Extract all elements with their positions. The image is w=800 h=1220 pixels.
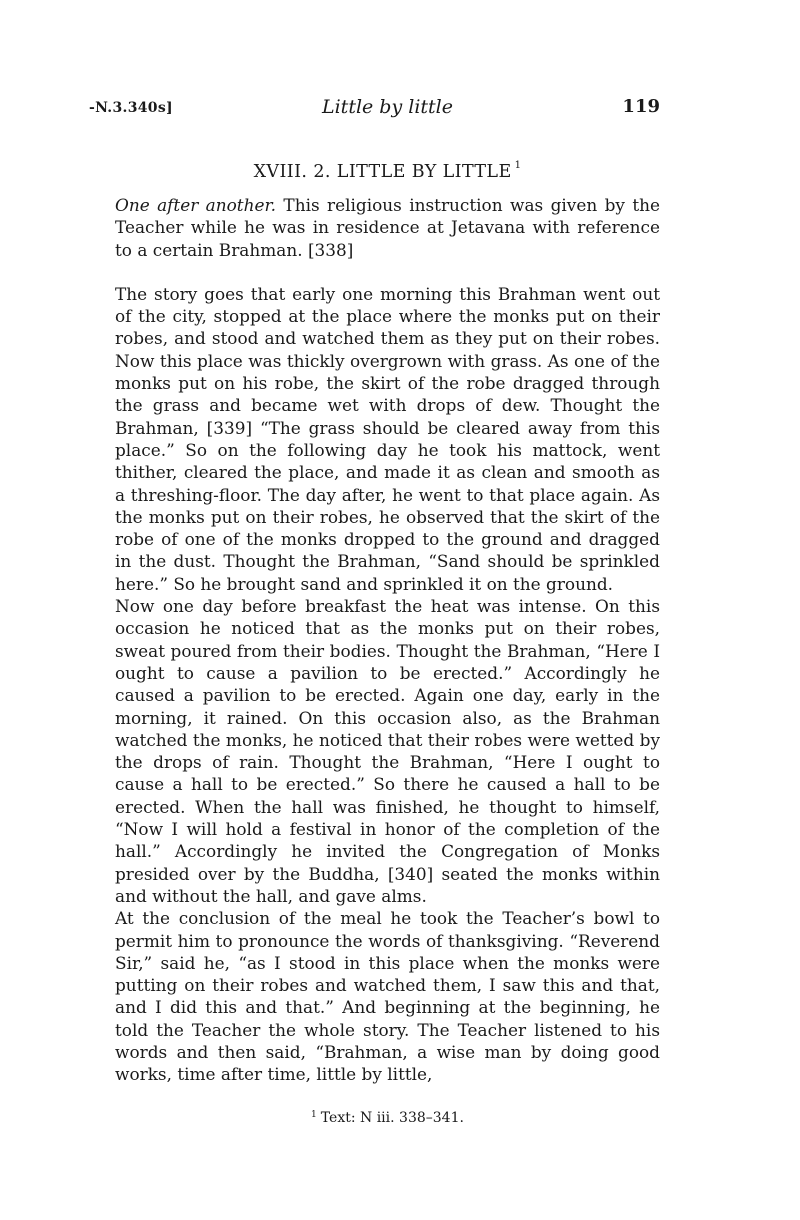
story-paragraph-3-text: At the conclusion of the meal he took the Teacher’s bowl to permit him to pronounce the words of thanksgiving. “Reverend Sir,” said he, “as I stood in this place when the monks were putting on their robes and watched them, I saw this and that, and I did this and that.” And beginning at the beginning, he told the Teacher the whole story. The Teacher listened to his words and then said, “Brahman, a wise man by doing good works, time after time, little by little, (115, 908, 660, 1085)
story-paragraph-2 (115, 595, 660, 907)
page-number: 119 (622, 96, 660, 117)
running-head-title: Little by little (321, 96, 453, 118)
running-head (89, 96, 660, 124)
footnote-number: 1 (311, 1109, 317, 1120)
intro-lead: One after another. (115, 195, 277, 215)
intro-paragraph (115, 194, 660, 261)
footnote-text: Text: N iii. 338–341. (320, 1109, 464, 1126)
running-head-reference: -N.3.340s] (89, 100, 173, 116)
story-paragraph-1 (115, 283, 660, 595)
page (89, 96, 660, 1126)
story-paragraph-2-text: Now one day before breakfast the heat was intense. On this occasion he noticed that as the monks put on their robes, sweat poured from their bodies. Thought the Brahman, “Here I ought to cause a pavilion to be erected.” Accordingly he caused a pavilion to be erected. Again one day, early in the morning, it rained. On this occasion also, as the Brahman watched the monks, he noticed that their robes were wetted by the drops of rain. Thought the Brahman, “Here I ought to cause a hall to be erected.” So there he caused a hall to be erected. When the hall was finished, he thought to himself, “Now I will hold a festival in honor of the completion of the hall.” Accordingly he invited the Congregation of Monks presided over by the Buddha, [340] seated the monks within and without the hall, and gave alms. (115, 596, 660, 906)
footnote-marker: 1 (514, 160, 522, 171)
story-paragraph-1-text: The story goes that early one morning this Brahman went out of the city, stopped at the place where the monks put on their robes, and stood and watched them as they put on their robes. Now this place was thickly overgrown with grass. As one of the monks put on his robe, the skirt of the robe dragged through the grass and became wet with drops of dew. Thought the Brahman, [339] “The grass should be cleared away from this place.” So on the following day he took his mattock, went thither, cleared the place, and made it as clean and smooth as a threshing-floor. The day after, he went to that place again. As the monks put on their robes, he observed that the skirt of the robe of one of the monks dropped to the ground and dragged in the dust. Thought the Brahman, “Sand should be sprinkled here.” So he brought sand and sprinkled it on the ground. (115, 283, 660, 594)
chapter-title: XVIII. 2. LITTLE BY LITTLE (253, 162, 512, 182)
intro-text: This religious instruction was given by the Teacher while he was in residence at Jetavana with reference to a certain Brahman. [338] (115, 195, 660, 260)
story-paragraph-3 (115, 907, 660, 1085)
footnote (115, 1110, 660, 1126)
chapter-heading (115, 162, 660, 182)
